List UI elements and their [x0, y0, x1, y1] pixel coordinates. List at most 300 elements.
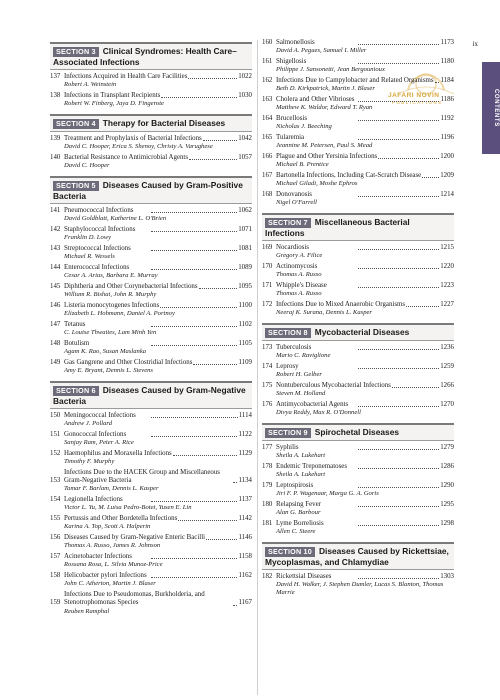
page-reference[interactable]: 1146 [238, 534, 252, 542]
chapter-title[interactable]: Helicobacter pylori Infections [64, 572, 147, 580]
chapter-authors: Michael Giladi, Moshe Ephros [276, 180, 358, 188]
chapter-number: 146 [50, 302, 61, 309]
chapter-title[interactable]: Endemic Treponematoses [276, 463, 348, 470]
chapter-title[interactable]: Gonococcal Infections [64, 431, 127, 438]
toc-entry-line [262, 96, 454, 104]
chapter-number: 158 [50, 572, 61, 580]
page-reference[interactable]: 1109 [238, 359, 252, 366]
toc-entry-line [262, 282, 454, 290]
chapter-authors: Allen C. Steere [276, 528, 316, 536]
section-badge: SECTION 10 [265, 547, 315, 557]
toc-entry-line [262, 573, 454, 581]
dot-leader [358, 525, 439, 526]
toc-entry[interactable] [50, 154, 252, 170]
chapter-authors: Beth D. Kirkpatrick, Martin J. Blaser [276, 85, 375, 93]
page-reference[interactable]: 1303 [440, 573, 454, 580]
toc-entry-line [50, 450, 252, 458]
chapter-title[interactable]: Diseases Caused by Gram-Negative Enteric Bacilli [64, 534, 206, 542]
page-reference[interactable]: 1236 [440, 344, 454, 351]
page-reference[interactable]: 1295 [440, 501, 454, 508]
toc-entry[interactable] [50, 469, 252, 493]
dot-leader [358, 268, 439, 269]
chapter-number: 171 [262, 282, 273, 289]
toc-entry[interactable] [50, 207, 252, 223]
page-reference[interactable]: 1042 [238, 135, 252, 142]
chapter-authors: Thomas A. Russo, James R. Johnson [64, 542, 161, 550]
chapter-title[interactable]: Cholera and Other Vibrioses [276, 96, 355, 103]
chapter-title[interactable]: Tuberculosis [276, 344, 312, 351]
toc-entry[interactable] [50, 359, 252, 375]
section-title: Spirochetal Diseases [314, 427, 400, 437]
chapter-number: 175 [262, 382, 273, 389]
chapter-title[interactable]: Treatment and Prophylaxis of Bacterial Infections [64, 135, 202, 142]
chapter-authors: Michael R. Wessels [64, 253, 115, 261]
chapter-number: 168 [262, 191, 273, 198]
toc-entry[interactable] [262, 191, 454, 207]
toc-entry-line [262, 153, 454, 161]
page-reference[interactable]: 1057 [238, 154, 252, 161]
chapter-title[interactable]: Nontuberculous Mycobacterial Infections [276, 382, 391, 389]
toc-entry[interactable] [262, 96, 454, 112]
chapter-number: 166 [262, 153, 273, 160]
toc-entry-line [262, 401, 454, 409]
page-reference[interactable]: 1184 [440, 77, 454, 84]
dot-leader [193, 364, 237, 365]
chapter-number: 138 [50, 92, 61, 99]
toc-entry-line [262, 444, 454, 452]
chapter-authors: Amy E. Bryant, Dennis L. Stevens [64, 367, 153, 375]
dot-leader [358, 196, 439, 197]
chapter-number: 161 [262, 58, 273, 65]
section-title: Clinical Syndromes: Health Care–Associated Infections [53, 46, 237, 67]
toc-entry-line [50, 572, 252, 580]
chapter-authors: David A. Pegues, Samuel I. Miller [276, 47, 367, 55]
dot-leader [406, 306, 439, 307]
page-reference[interactable]: 1186 [440, 96, 454, 103]
section-badge: SECTION 6 [53, 386, 99, 396]
toc-entry-line [50, 226, 252, 234]
page-reference[interactable]: 1129 [238, 450, 252, 457]
toc-entry[interactable] [50, 515, 252, 531]
dot-leader [199, 288, 238, 289]
dot-leader [161, 97, 237, 98]
page-reference[interactable]: 1137 [238, 496, 252, 504]
chapter-title[interactable]: Infections Due to Pseudomonas, Burkholderia, and Stenotrophomonas Species [64, 591, 205, 607]
page-reference[interactable]: 1158 [238, 553, 252, 561]
dot-leader [358, 287, 439, 288]
dot-leader [358, 63, 439, 64]
toc-entry[interactable] [50, 135, 252, 151]
chapter-authors: David Goldblatt, Katherine L. O'Brien [64, 215, 167, 223]
chapter-title[interactable]: Infections Due to the HACEK Group and Miscellaneous Gram-Negative Bacteria [64, 469, 220, 485]
dot-leader [151, 326, 237, 327]
chapter-authors: Neeraj K. Surana, Dennis L. Kasper [276, 309, 372, 317]
chapter-title[interactable]: Infections Due to Mixed Anaerobic Organisms [276, 301, 406, 308]
page-reference[interactable]: 1227 [440, 301, 454, 308]
chapter-title[interactable]: Bacterial Resistance to Antimicrobial Agents [64, 154, 189, 161]
chapter-number: 150 [50, 412, 61, 419]
chapter-number: 151 [50, 431, 61, 438]
section-badge: SECTION 5 [53, 181, 99, 191]
chapter-authors: Andrew J. Pollard [64, 420, 113, 428]
page-reference[interactable]: 1290 [440, 482, 454, 489]
toc-entry-line [262, 501, 454, 509]
dot-leader [151, 250, 237, 251]
page-reference[interactable]: 1142 [238, 515, 252, 523]
toc-entry[interactable] [262, 501, 454, 517]
toc-entry[interactable] [50, 572, 252, 588]
chapter-number: 181 [262, 520, 273, 527]
dot-leader [435, 82, 440, 83]
page-reference[interactable]: 1266 [440, 382, 454, 389]
toc-entry[interactable] [50, 283, 252, 299]
dot-leader [151, 558, 237, 559]
chapter-number: 165 [262, 134, 273, 141]
dot-leader [189, 159, 237, 160]
dot-leader [358, 468, 439, 469]
chapter-title[interactable]: Salmonellosis [276, 39, 315, 46]
toc-entry[interactable] [50, 431, 252, 447]
chapter-number: 148 [50, 340, 61, 347]
chapter-number: 173 [262, 344, 273, 351]
toc-entry-line [50, 302, 252, 310]
toc-entry[interactable] [50, 534, 252, 550]
chapter-authors: Matthew K. Waldor, Edward T. Ryan [276, 104, 373, 112]
section-badge: SECTION 8 [265, 328, 311, 338]
page-reference[interactable]: 1095 [238, 283, 252, 290]
toc-entry[interactable] [50, 264, 252, 280]
chapter-title[interactable]: Shigellosis [276, 58, 307, 65]
dot-leader [188, 78, 237, 79]
chapter-authors: Sanjay Ram, Peter A. Rice [64, 439, 134, 447]
toc-entry-line [262, 172, 454, 180]
dot-leader [358, 101, 439, 102]
chapter-title[interactable]: Gas Gangrene and Other Clostridial Infections [64, 359, 193, 366]
toc-entry[interactable] [262, 282, 454, 298]
toc-entry-line [262, 134, 454, 142]
chapter-title[interactable]: Tetanus [64, 321, 86, 328]
chapter-number: 149 [50, 359, 61, 366]
toc-entry[interactable] [262, 77, 454, 93]
dot-leader [203, 140, 238, 141]
toc-entry[interactable] [262, 172, 454, 188]
page-reference[interactable]: 1102 [238, 321, 252, 328]
section-title: Mycobacterial Diseases [314, 327, 410, 337]
chapter-title[interactable]: Relapsing Fever [276, 501, 321, 508]
chapter-authors: David H. Walker, J. Stephen Dumler, Lucas S. Blanton, Thomas Marrie [276, 581, 444, 596]
page-reference[interactable]: 1134 [238, 477, 252, 485]
toc-entry-line [262, 463, 454, 471]
dot-leader [358, 406, 439, 407]
chapter-authors: David C. Hooper [64, 162, 110, 170]
chapter-title[interactable]: Diphtheria and Other Corynebacterial Infections [64, 283, 198, 290]
section-badge: SECTION 7 [265, 218, 311, 228]
page-reference[interactable]: 1209 [440, 172, 454, 179]
chapter-title[interactable]: Leprosy [276, 363, 299, 370]
chapter-title[interactable]: Syphilis [276, 444, 299, 451]
section-title: Miscellaneous Bacterial Infections [265, 217, 410, 238]
section-badge: SECTION 3 [53, 47, 99, 57]
page-reference[interactable]: 1100 [238, 302, 252, 309]
chapter-title[interactable]: Brucellosis [276, 115, 308, 122]
dot-leader [151, 345, 237, 346]
chapter-authors: Thomas A. Russo [276, 271, 322, 279]
chapter-authors: Nicholas J. Beeching [276, 123, 332, 131]
dot-leader [358, 449, 439, 450]
toc-entry-line [50, 553, 252, 561]
section-badge: SECTION 4 [53, 119, 99, 129]
section-title: Diseases Caused by Rickettsiae, Mycoplasmas, and Chlamydiae [265, 546, 449, 567]
page-reference[interactable]: 1200 [440, 153, 454, 160]
toc-entry[interactable] [262, 573, 454, 597]
toc-entry-line [50, 245, 252, 253]
chapter-authors: Cesar A. Arias, Barbara E. Murray [64, 272, 158, 280]
page-reference[interactable]: 1062 [238, 207, 252, 214]
chapter-title[interactable]: Antimycobacterial Agents [276, 401, 349, 408]
chapter-number: 139 [50, 135, 61, 142]
toc-entry-line [50, 321, 252, 329]
toc-entry-line [262, 363, 454, 371]
chapter-number: 154 [50, 496, 61, 504]
toc-entry-line [50, 135, 252, 143]
chapter-title[interactable]: Plague and Other Yersinia Infections [276, 153, 378, 160]
dot-leader [358, 506, 439, 507]
page-reference[interactable]: 1167 [238, 599, 252, 607]
page-reference[interactable]: 1215 [440, 244, 454, 251]
chapter-authors: Mario C. Raviglione [276, 352, 331, 360]
chapter-authors: Thomas A. Russo [276, 290, 322, 298]
page-reference[interactable]: 1286 [440, 463, 454, 470]
section-title: Diseases Caused by Gram-Negative Bacteria [53, 385, 246, 406]
chapter-title[interactable]: Leptospirosis [276, 482, 314, 489]
chapter-number: 156 [50, 534, 61, 542]
dot-leader [151, 212, 237, 213]
toc-entry[interactable] [50, 553, 252, 569]
page-reference[interactable]: 1022 [238, 73, 252, 80]
chapter-authors: William R. Bishai, John R. Murphy [64, 291, 157, 299]
chapter-number: 167 [262, 172, 273, 179]
dot-leader [178, 520, 237, 521]
chapter-number: 180 [262, 501, 273, 508]
toc-entry-line [50, 283, 252, 291]
chapter-number: 163 [262, 96, 273, 103]
dot-leader [358, 349, 439, 350]
page-reference[interactable]: 1279 [440, 444, 454, 451]
toc-entry[interactable] [262, 153, 454, 169]
chapter-authors: Agam K. Rao, Susan Maslanka [64, 348, 147, 356]
chapter-number: 160 [262, 39, 273, 46]
page-reference[interactable]: 1223 [440, 282, 454, 289]
chapter-authors: Robert A. Weinstein [64, 81, 117, 89]
dot-leader [206, 539, 237, 540]
dot-leader [173, 455, 238, 456]
page-number: ix [472, 40, 478, 48]
toc-entry[interactable] [50, 226, 252, 242]
toc-entry[interactable] [262, 39, 454, 55]
dot-leader [151, 231, 237, 232]
chapter-authors: Robert H. Gelber [276, 371, 322, 379]
chapter-number: 155 [50, 515, 61, 523]
chapter-title[interactable]: Pneumococcal Infections [64, 207, 134, 214]
page-reference[interactable]: 1081 [238, 245, 252, 252]
chapter-title[interactable]: Tularemia [276, 134, 305, 141]
toc-entry-line [50, 340, 252, 348]
chapter-title[interactable]: Haemophilus and Moraxella Infections [64, 450, 172, 457]
page-reference[interactable]: 1114 [238, 412, 252, 419]
chapter-number: 137 [50, 73, 61, 80]
chapter-title[interactable]: Botulism [64, 340, 90, 347]
chapter-title[interactable]: Infections Due to Campylobacter and Related Organisms [276, 77, 434, 84]
section-title: Therapy for Bacterial Diseases [102, 118, 226, 128]
chapter-authors: Tamar F. Barlam, Dennis L. Kasper [64, 485, 159, 493]
page-reference[interactable]: 1030 [238, 92, 252, 99]
chapter-title[interactable]: Actinomycosis [276, 263, 318, 270]
chapter-title[interactable]: Bartonella Infections, Including Cat-Scratch Disease [276, 172, 422, 179]
chapter-authors: Robert W. Finberg, Jaya D. Fingerote [64, 100, 164, 108]
chapter-number: 176 [262, 401, 273, 408]
page-reference[interactable]: 1192 [440, 115, 454, 122]
toc-entry[interactable] [262, 463, 454, 479]
toc-entry[interactable] [50, 92, 252, 108]
page-reference[interactable]: 1259 [440, 363, 454, 370]
chapter-title[interactable]: Rickettsial Diseases [276, 573, 332, 580]
chapter-title[interactable]: Nocardiosis [276, 244, 309, 251]
toc-entry[interactable] [50, 496, 252, 512]
chapter-title[interactable]: Infections in Transplant Recipients [64, 92, 161, 99]
toc-entry[interactable] [50, 591, 252, 615]
chapter-number: 153 [50, 477, 61, 485]
chapter-title[interactable]: Acinetobacter Infections [64, 553, 132, 561]
chapter-number: 162 [262, 77, 273, 84]
section-heading [50, 381, 252, 409]
toc-entry[interactable] [262, 115, 454, 131]
toc-entry-line [50, 496, 252, 504]
dot-leader [358, 44, 439, 45]
chapter-title[interactable]: Meningococcal Infections [64, 412, 136, 419]
dot-leader [151, 577, 237, 578]
toc-entry[interactable] [50, 302, 252, 318]
chapter-title[interactable]: Infections Acquired in Health Care Facilities [64, 73, 188, 80]
chapter-authors: Steven M. Holland [276, 390, 326, 398]
toc-entry[interactable] [262, 244, 454, 260]
chapter-authors: Reuben Ramphal [64, 607, 110, 615]
page-reference[interactable]: 1196 [440, 134, 454, 141]
chapter-authors: Philippe J. Sansonetti, Jean Bergounioux [276, 66, 385, 74]
toc-entry-line [262, 382, 454, 390]
chapter-title[interactable]: Pertussis and Other Bordetella Infections [64, 515, 178, 523]
toc-entry[interactable] [262, 363, 454, 379]
section-heading [262, 542, 454, 570]
toc-entry[interactable] [50, 450, 252, 466]
chapter-title[interactable]: Staphylococcal Infections [64, 226, 136, 233]
left-column [50, 36, 252, 618]
dot-leader [233, 482, 237, 483]
toc-entry-line [50, 264, 252, 272]
section-heading [50, 176, 252, 204]
toc-entry-line [262, 482, 454, 490]
chapter-title[interactable]: Lyme Borreliosis [276, 520, 324, 527]
toc-entry[interactable] [50, 412, 252, 428]
dot-leader [151, 269, 237, 270]
toc-entry[interactable] [262, 401, 454, 417]
chapter-authors: Divya Reddy, Max R. O'Donnell [276, 409, 361, 417]
column-divider [257, 40, 258, 695]
toc-entry-line [50, 207, 252, 215]
page-reference[interactable]: 1122 [238, 431, 252, 438]
chapter-authors: Elizabeth L. Hohmann, Daniel A. Portnoy [64, 310, 175, 318]
toc-entry[interactable] [50, 340, 252, 356]
page-reference[interactable]: 1270 [440, 401, 454, 408]
watermark-name: JAFARI NOVIN [388, 92, 440, 99]
toc-entry[interactable] [262, 482, 454, 498]
section-heading [262, 213, 454, 241]
page-reference[interactable]: 1298 [440, 520, 454, 527]
toc-entry-line [50, 92, 252, 100]
page-reference[interactable]: 1180 [440, 58, 454, 65]
dot-leader [358, 487, 439, 488]
right-column [262, 38, 454, 600]
toc-entry[interactable] [262, 301, 454, 317]
chapter-title[interactable]: Listeria monocytogenes Infections [64, 302, 160, 309]
chapter-number: 145 [50, 283, 61, 290]
chapter-title[interactable]: Enterococcal Infections [64, 264, 130, 271]
page-reference[interactable]: 1162 [238, 572, 252, 580]
toc-entry[interactable] [262, 344, 454, 360]
toc-entry[interactable] [262, 134, 454, 150]
toc-entry-line [262, 77, 454, 85]
chapter-number: 174 [262, 363, 273, 370]
toc-entry-line [50, 515, 252, 523]
toc-entry[interactable] [50, 73, 252, 89]
section-heading [262, 323, 454, 341]
chapter-authors: Victor L. Yu, M. Luisa Pedro-Botet, Yusen E. Lin [64, 504, 192, 512]
dot-leader [422, 177, 439, 178]
chapter-authors: John C. Atherton, Martin J. Blaser [64, 580, 156, 588]
chapter-authors: Jiri F. P. Wagenaar, Marga G. A. Goris [276, 490, 379, 498]
page-reference[interactable]: 1173 [440, 39, 454, 46]
chapter-title[interactable]: Whipple's Disease [276, 282, 327, 289]
chapter-title[interactable]: Streptococcal Infections [64, 245, 131, 252]
toc-entry[interactable] [262, 444, 454, 460]
page-reference[interactable]: 1089 [238, 264, 252, 271]
chapter-title[interactable]: Donovanosis [276, 191, 312, 198]
chapter-number: 157 [50, 553, 61, 561]
watermark-subtitle: PUBLICATIONS [392, 100, 443, 105]
dot-leader [151, 436, 237, 437]
chapter-number: 182 [262, 573, 273, 580]
toc-entry-line [262, 115, 454, 123]
page-reference[interactable]: 1214 [440, 191, 454, 198]
chapter-number: 170 [262, 263, 273, 270]
toc-entry-line [262, 191, 454, 199]
page-reference[interactable]: 1071 [238, 226, 252, 233]
toc-entry-line [262, 39, 454, 47]
toc-entry-line [50, 469, 252, 485]
toc-entry[interactable] [50, 321, 252, 337]
toc-entry[interactable] [50, 245, 252, 261]
dot-leader [358, 139, 439, 140]
toc-entry[interactable] [262, 382, 454, 398]
toc-entry[interactable] [262, 263, 454, 279]
toc-entry[interactable] [262, 58, 454, 74]
page-reference[interactable]: 1105 [238, 340, 252, 347]
page-reference[interactable]: 1220 [440, 263, 454, 270]
toc-entry[interactable] [262, 520, 454, 536]
chapter-number: 142 [50, 226, 61, 233]
chapter-authors: Rossana Rosa, L. Silvia Munoz-Price [64, 561, 163, 569]
toc-entry-line [262, 301, 454, 309]
chapter-title[interactable]: Legionella Infections [64, 496, 123, 504]
